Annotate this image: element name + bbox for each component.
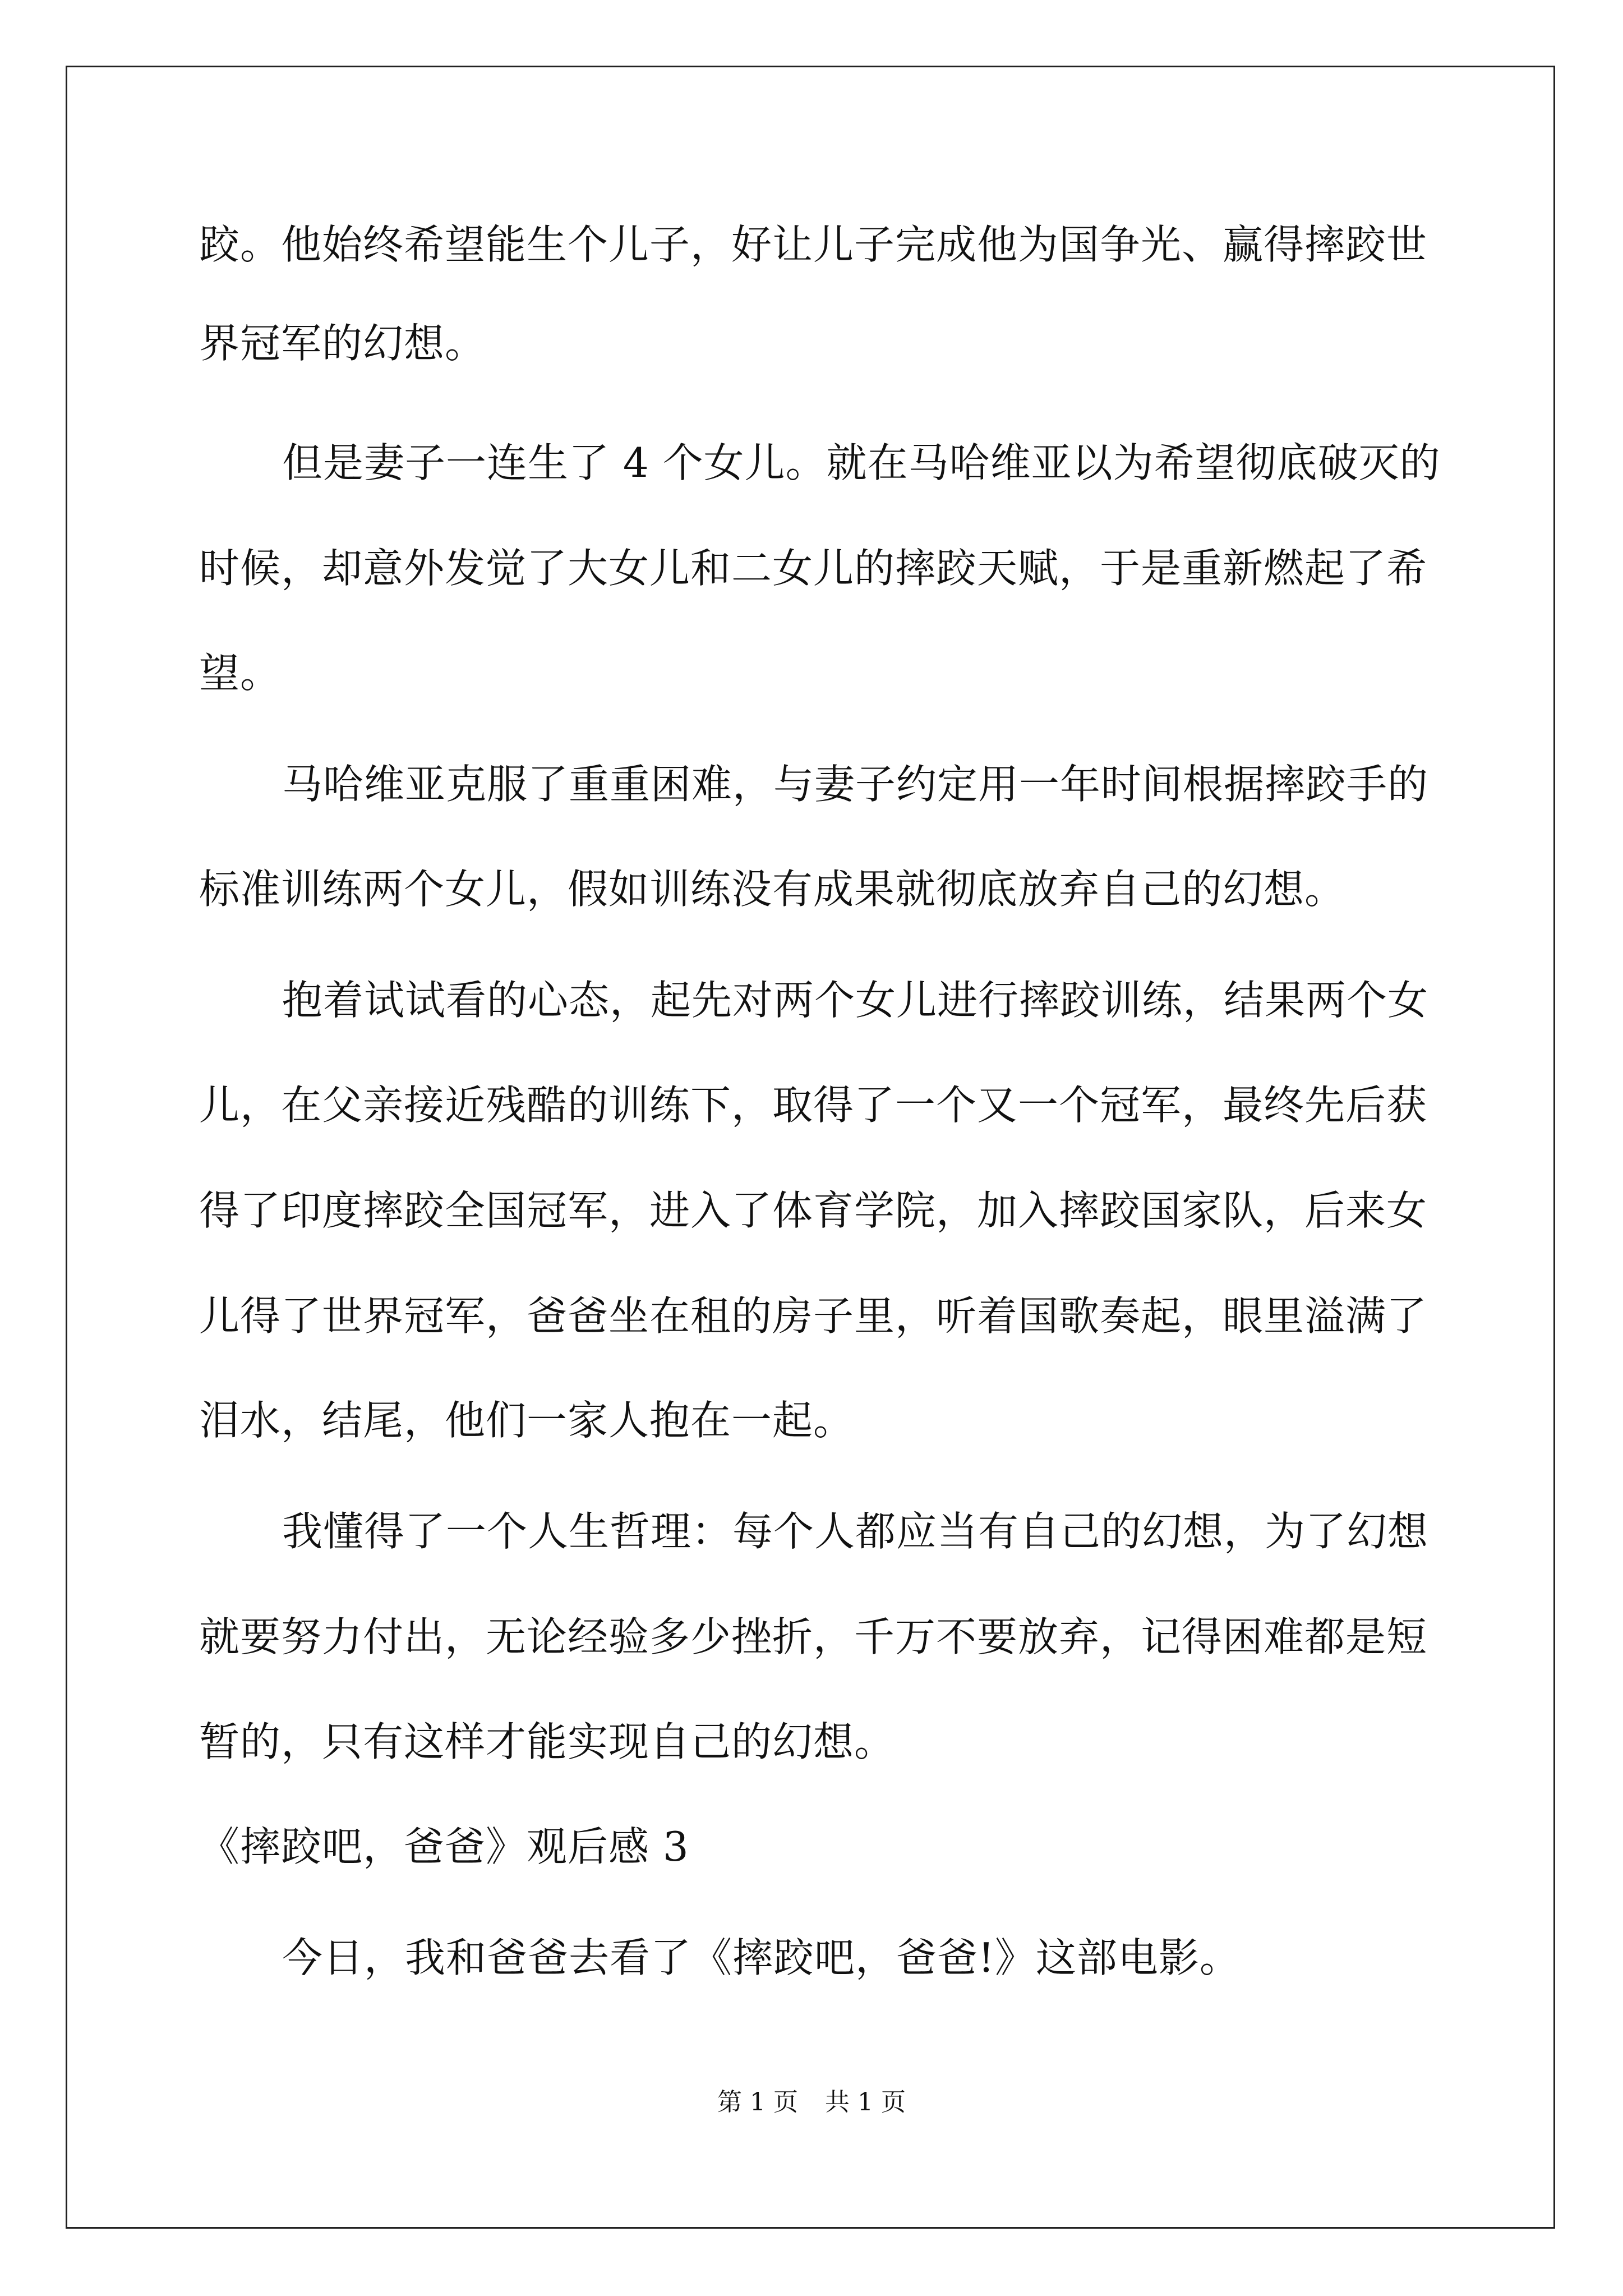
page-number: 第 1 页 [717,2088,798,2116]
text-line: 界冠军的幻想。 [199,320,486,367]
text-line: 泪水，结尾，他们一家人抱在一起。 [199,1397,855,1444]
paragraph-start-line: 但是妻子一连生了 4 个女儿。就在马哈维亚以为希望彻底破灭的 [282,439,1441,486]
paragraph-start-line: 马哈维亚克服了重重困难，与妻子约定用一年时间根据摔跤手的 [282,761,1429,808]
paragraph-start-line: 今日，我和爸爸去看了《摔跤吧，爸爸!》这部电影。 [282,1934,1241,1981]
paragraph-start-line: 我懂得了一个人生哲理：每个人都应当有自己的幻想，为了幻想 [282,1508,1429,1555]
text-line: 标准训练两个女儿，假如训练没有成果就彻底放弃自己的幻想。 [199,866,1346,913]
page-total: 共 1 页 [825,2088,906,2116]
text-line: 得了印度摔跤全国冠军，进入了体育学院，加入摔跤国家队，后来女 [199,1187,1428,1234]
text-line: 望。 [199,650,282,697]
paragraph-start-line: 抱着试试看的心态，起先对两个女儿进行摔跤训练，结果两个女 [282,977,1429,1024]
text-line: 时候，却意外发觉了大女儿和二女儿的摔跤天赋，于是重新燃起了希 [199,545,1428,592]
text-line: 儿得了世界冠军，爸爸坐在租的房子里，听着国歌奏起，眼里溢满了 [199,1292,1428,1340]
text-line: 就要努力付出，无论经验多少挫折，千万不要放弃，记得困难都是短 [199,1613,1428,1660]
section-heading: 《摔跤吧，爸爸》观后感 3 [199,1823,689,1870]
text-line: 暂的，只有这样才能实现自己的幻想。 [199,1718,896,1765]
page-border [66,66,1555,2229]
page-footer [0,2086,1623,2119]
text-line: 跤。他始终希望能生个儿子，好让儿子完成他为国争光、赢得摔跤世 [199,221,1428,268]
text-line: 儿，在父亲接近残酷的训练下，取得了一个又一个冠军，最终先后获 [199,1082,1428,1129]
